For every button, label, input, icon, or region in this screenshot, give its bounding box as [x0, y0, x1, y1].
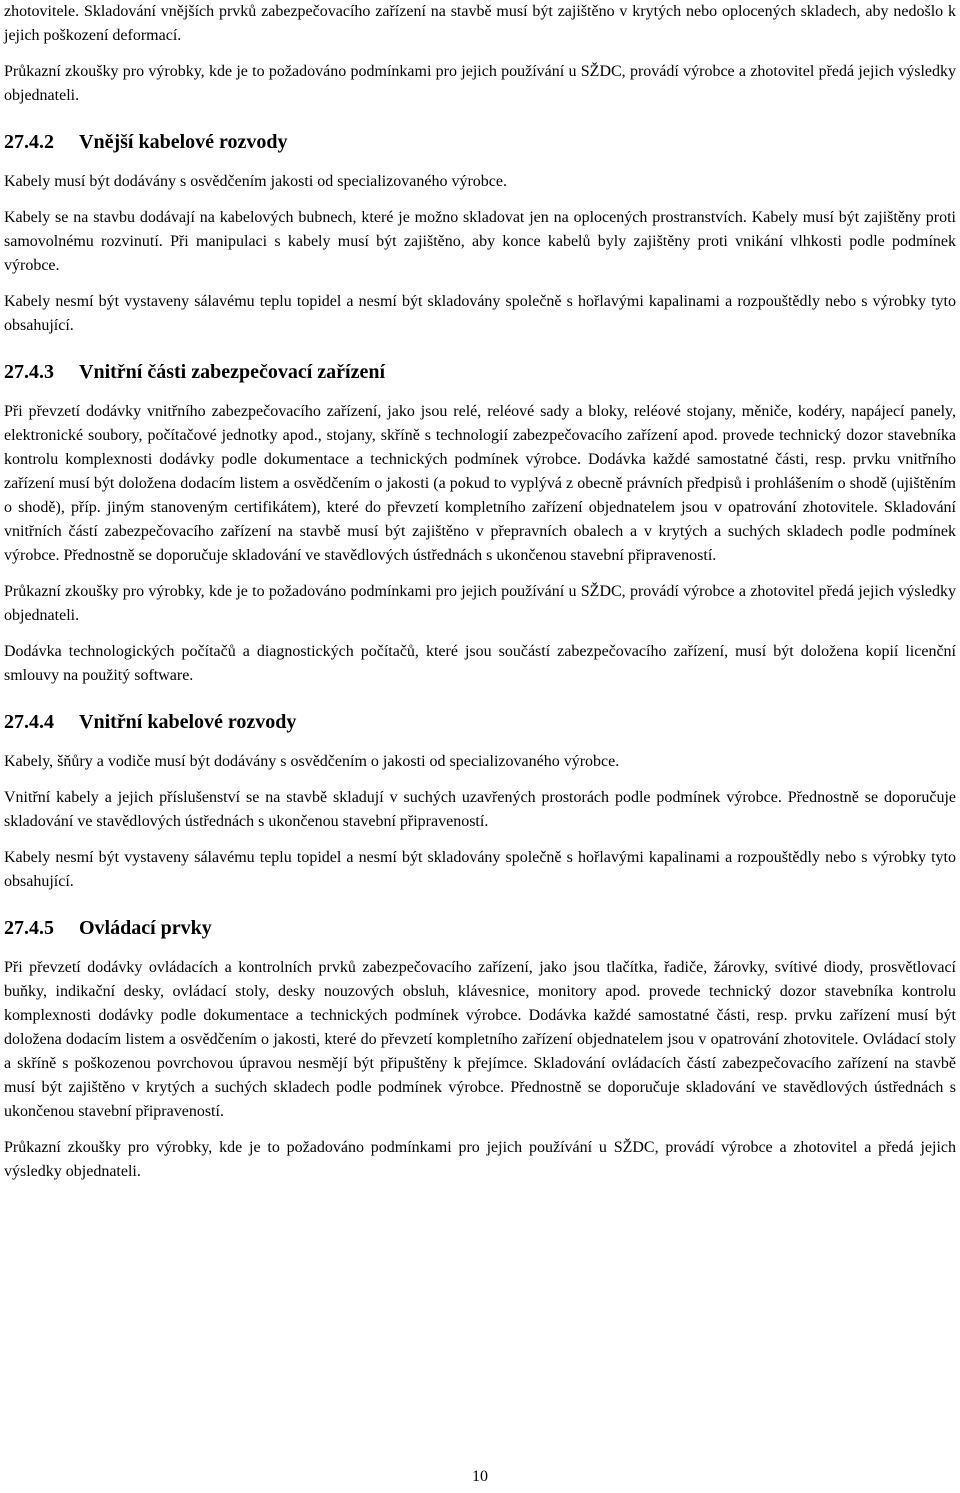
- paragraph-27-4-3-1: Při převzetí dodávky vnitřního zabezpečovacího zařízení, jako jsou relé, reléové sady a bloky, reléové stojany, měniče, kodéry, napájecí panely, elektronické soubory, počítačové jednotky apod., stojany, skříně s technologií zabezpečovacího zařízení apod. provede technický dozor stavebníka kontrolu komplexnosti dodávky podle dokumentace a technických podmínek výrobce. Dodávka každé samostatné části, resp. prvku vnitřního zařízení musí být doložena dodacím listem a osvědčením o jakosti (a pokud to vyplývá z obecně právních předpisů i prohlášením o shodě (ujištěním o shodě), příp. jiným stanoveným certifikátem), které do převzetí kompletního zařízení objednatelem jsou v opatrování zhotovitele. Skladování vnitřních částí zabezpečovacího zařízení na stavbě musí být zajištěno v přepravních obalech a v krytých a suchých skladech podle podmínek výrobce. Přednostně se doporučuje skladování ve stavědlových ústřednách s ukončenou stavební připraveností.: [4, 403, 956, 564]
- section-number: 27.4.2: [4, 131, 54, 153]
- paragraph-27-4-4-1: Kabely, šňůry a vodiče musí být dodávány s osvědčením o jakosti od specializovaného výrobce.: [4, 753, 620, 770]
- section-heading-27-4-3: [4, 358, 956, 386]
- section-number: 27.4.4: [4, 711, 54, 733]
- section-number: 27.4.3: [4, 361, 54, 383]
- page-number: 10: [472, 1468, 488, 1485]
- section-title: Vnitřní kabelové rozvody: [79, 711, 297, 733]
- paragraph-27-4-3-3: Dodávka technologických počítačů a diagnostických počítačů, které jsou součástí zabezpečovacího zařízení, musí být doložena kopií licenční smlouvy na použitý software.: [4, 643, 956, 684]
- paragraph-intro-1: zhotovitele. Skladování vnějších prvků zabezpečovacího zařízení na stavbě musí být zajištěno v krytých nebo oplocených skladech, aby nedošlo k jejich poškození deformací.: [4, 3, 956, 44]
- section-heading-27-4-5: [4, 914, 956, 942]
- section-number: 27.4.5: [4, 917, 54, 939]
- paragraph-27-4-3-2: Průkazní zkoušky pro výrobky, kde je to požadováno podmínkami pro jejich používání u SŽDC, provádí výrobce a zhotovitel předá jejich výsledky objednateli.: [4, 583, 956, 624]
- paragraph-intro-2: Průkazní zkoušky pro výrobky, kde je to požadováno podmínkami pro jejich používání u SŽDC, provádí výrobce a zhotovitel předá jejich výsledky objednateli.: [4, 63, 956, 104]
- section-heading-27-4-2: [4, 128, 956, 156]
- section-title: Vnější kabelové rozvody: [79, 131, 288, 153]
- paragraph-27-4-2-2: Kabely se na stavbu dodávají na kabelových bubnech, které je možno skladovat jen na oplocených prostranstvích. Kabely musí být zajištěny proti samovolnému rozvinutí. Při manipulaci s kabely musí být zajištěno, aby konce kabelů byly zajištěny proti vnikání vlhkosti podle podmínek výrobce.: [4, 209, 956, 274]
- section-title: Vnitřní části zabezpečovací zařízení: [79, 361, 386, 383]
- paragraph-27-4-2-1: Kabely musí být dodávány s osvědčením jakosti od specializovaného výrobce.: [4, 173, 507, 190]
- paragraph-27-4-5-2: Průkazní zkoušky pro výrobky, kde je to požadováno podmínkami pro jejich používání u SŽDC, provádí výrobce a zhotovitel a předá jejich výsledky objednateli.: [4, 1139, 956, 1180]
- paragraph-27-4-4-3: Kabely nesmí být vystaveny sálavému teplu topidel a nesmí být skladovány společně s hořlavými kapalinami a rozpouštědly nebo s výrobky tyto obsahující.: [4, 849, 956, 890]
- paragraph-27-4-4-2: Vnitřní kabely a jejich příslušenství se na stavbě skladují v suchých uzavřených prostorách podle podmínek výrobce. Přednostně se doporučuje skladování ve stavědlových ústřednách s ukončenou stavební připraveností.: [4, 789, 956, 830]
- paragraph-27-4-5-1: Při převzetí dodávky ovládacích a kontrolních prvků zabezpečovacího zařízení, jako jsou tlačítka, řadiče, žárovky, svítivé diody, prosvětlovací buňky, indikační desky, ovládací stoly, desky nouzových obsluh, klávesnice, monitory apod. provede technický dozor stavebníka kontrolu komplexnosti dodávky podle dokumentace a technických podmínek výrobce. Dodávka každé samostatné části, resp. prvku zařízení musí být doložena dodacím listem a osvědčením o jakosti, které do převzetí kompletního zařízení objednatelem jsou v opatrování zhotovitele. Ovládací stoly a skříně s poškozenou povrchovou úpravou nesmějí být připuštěny k přejímce. Skladování ovládacích částí zabezpečovacího zařízení na stavbě musí být zajištěno v krytých a suchých skladech podle podmínek výrobce. Přednostně se doporučuje skladování ve stavědlových ústřednách s ukončenou stavební připraveností.: [4, 959, 956, 1120]
- section-heading-27-4-4: [4, 708, 956, 736]
- document-page: [4, 0, 956, 1184]
- section-title: Ovládací prvky: [79, 917, 212, 939]
- paragraph-27-4-2-3: Kabely nesmí být vystaveny sálavému teplu topidel a nesmí být skladovány společně s hořlavými kapalinami a rozpouštědly nebo s výrobky tyto obsahující.: [4, 293, 956, 334]
